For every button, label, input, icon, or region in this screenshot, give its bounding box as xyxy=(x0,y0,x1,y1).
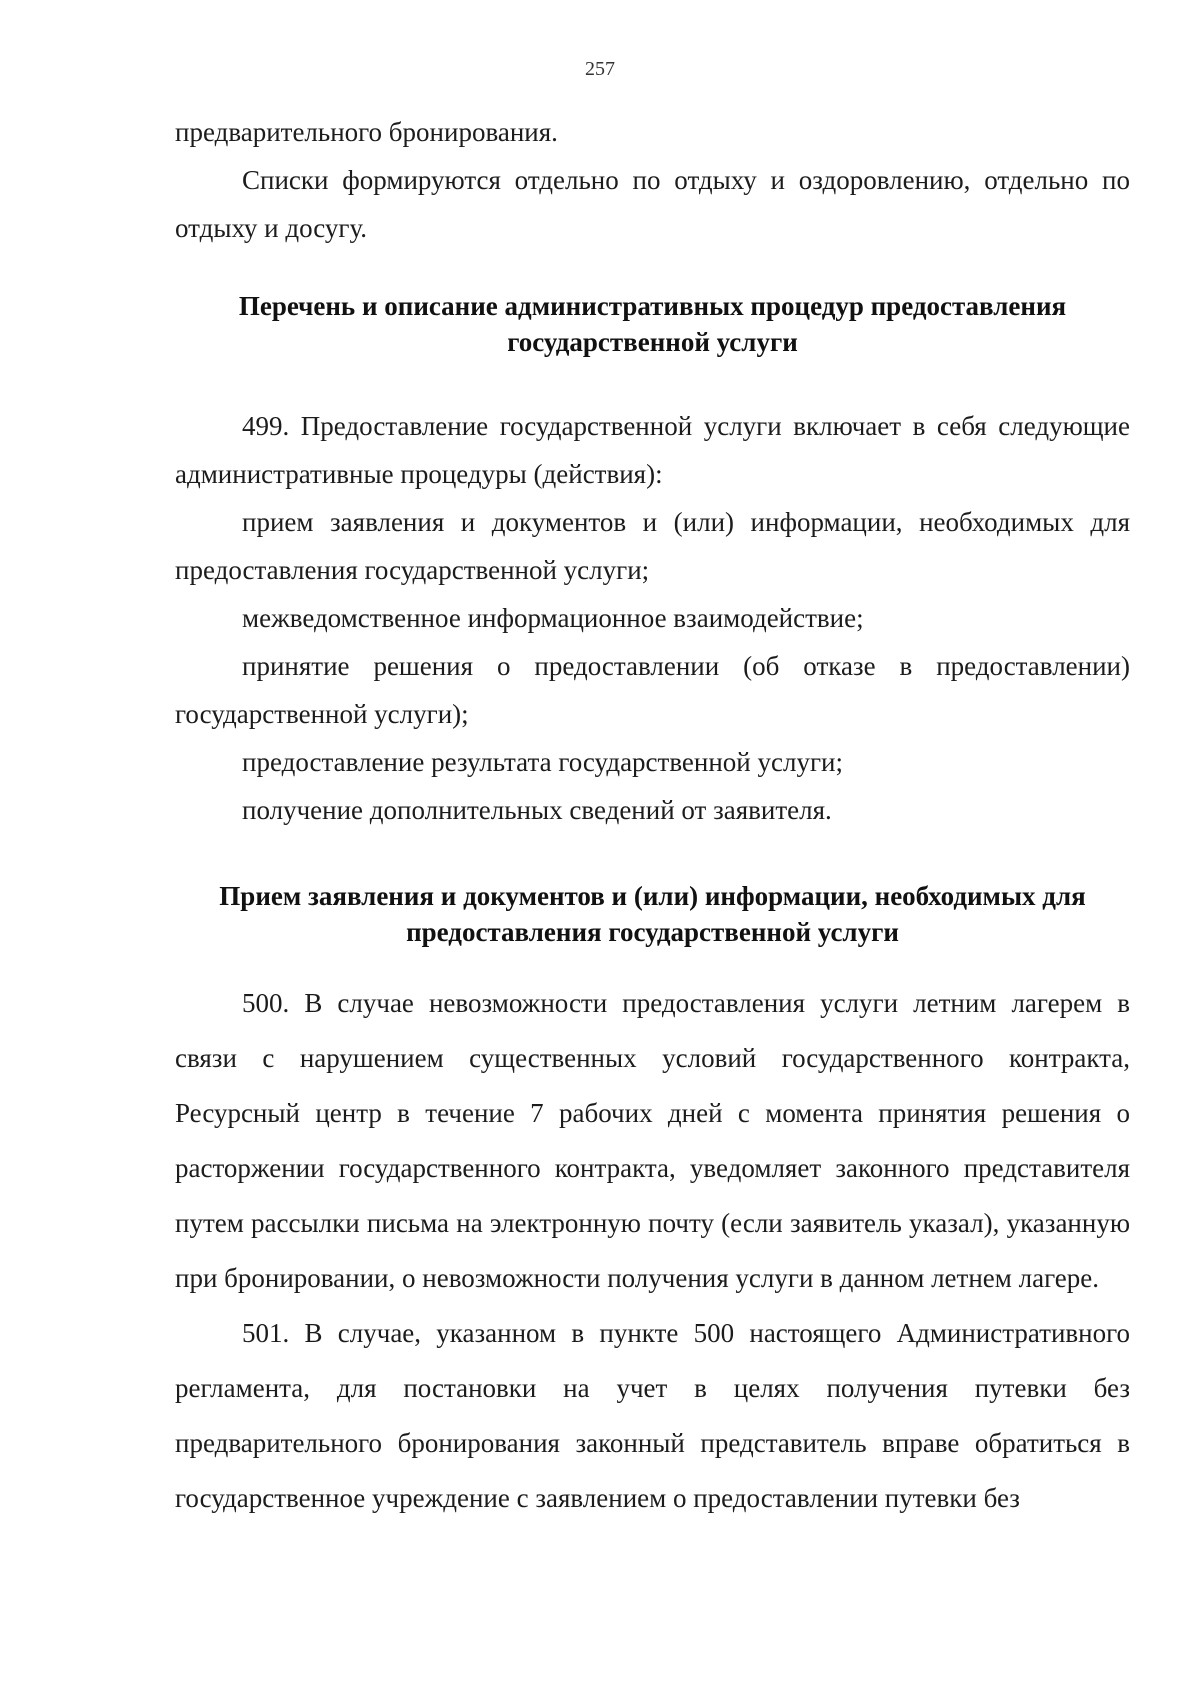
paragraph-500: 500. В случае невозможности предоставления услуги летним лагерем в связи с нарушением существенных условий государственного контракта, Ресурсный центр в течение 7 рабочих дней с момента принятия решения о расторжении государственного контракта, уведомляет законного представителя путем рассылки письма на электронную почту (если заявитель указал), указанную при бронировании, о невозможности получения услуги в данном летнем лагере. xyxy=(175,988,1130,1293)
section-intro xyxy=(175,108,1130,252)
section-procedures xyxy=(175,402,1130,834)
section-application xyxy=(175,976,1130,1526)
list-item-5: получение дополнительных сведений от заявителя. xyxy=(242,795,832,825)
list-item-3: принятие решения о предоставлении (об отказе в предоставлении) государственной услуги); xyxy=(175,651,1130,729)
paragraph-intro-line: предварительного бронирования. xyxy=(175,117,558,147)
list-item-1: прием заявления и документов и (или) информации, необходимых для предоставления государственной услуги; xyxy=(175,507,1130,585)
paragraph-501: 501. В случае, указанном в пункте 500 настоящего Административного регламента, для постановки на учет в целях получения путевки без предварительного бронирования законный представитель вправе обратиться в государственное учреждение с заявлением о предоставлении путевки без xyxy=(175,1318,1130,1513)
paragraph-499: 499. Предоставление государственной услуги включает в себя следующие административные процедуры (действия): xyxy=(175,411,1130,489)
section-heading-application: Прием заявления и документов и (или) информации, необходимых для предоставления государственной услуги xyxy=(219,881,1086,947)
list-item-4: предоставление результата государственной услуги; xyxy=(242,747,843,777)
document-body xyxy=(175,108,1130,1526)
list-item-2: межведомственное информационное взаимодействие; xyxy=(242,603,864,633)
page-number: 257 xyxy=(585,58,615,80)
section-heading-procedures: Перечень и описание административных процедур предоставления государственной услуги xyxy=(238,291,1067,357)
paragraph-lists: Списки формируются отдельно по отдыху и оздоровлению, отдельно по отдыху и досугу. xyxy=(175,165,1130,243)
